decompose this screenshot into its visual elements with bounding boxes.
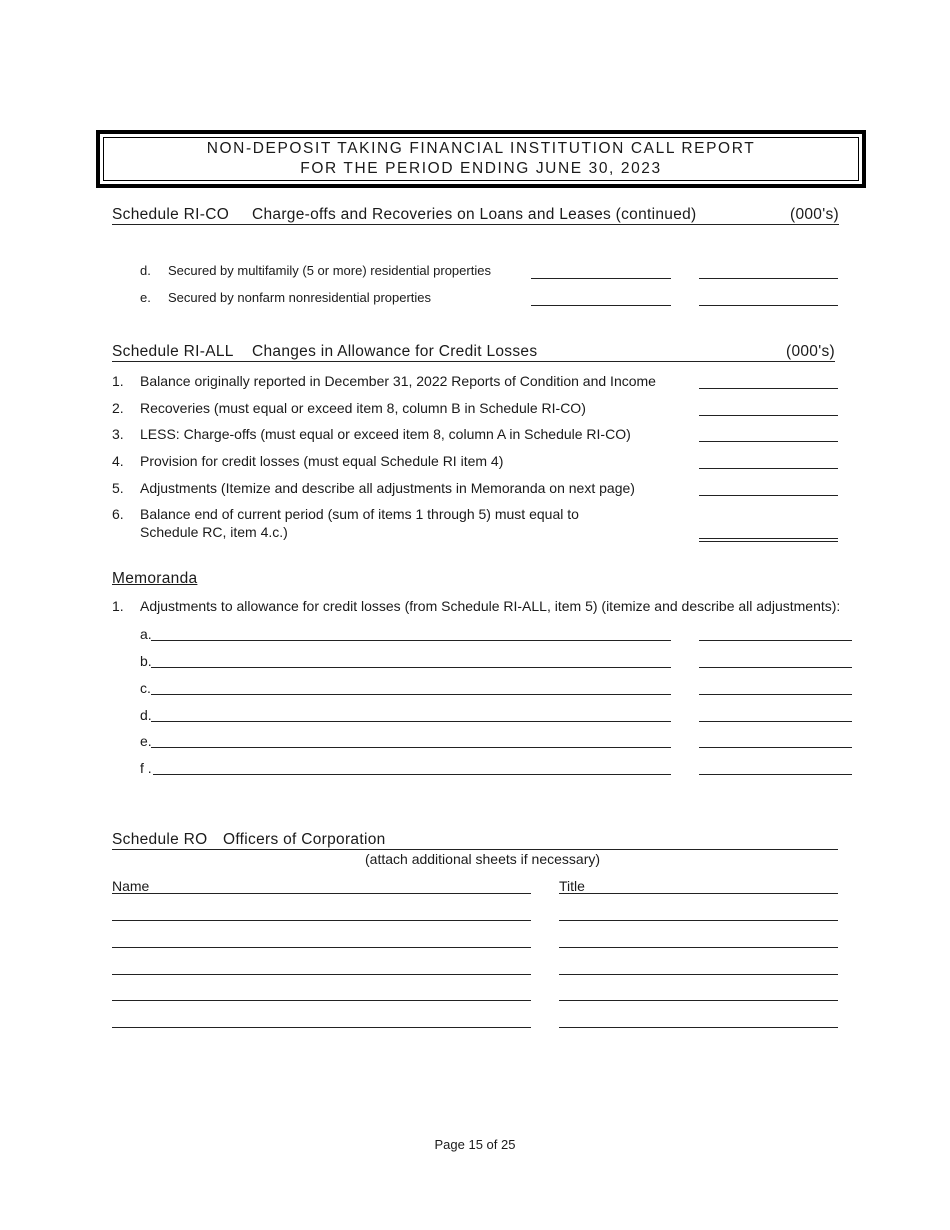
schedule-ro-title: Officers of Corporation: [223, 831, 386, 848]
schedule-rico-title: Charge-offs and Recoveries on Loans and Leases (continued): [252, 206, 697, 223]
schedule-ro-note: (attach additional sheets if necessary): [365, 851, 601, 867]
memoranda-c-description-field[interactable]: [151, 694, 671, 695]
schedule-rico-units: (000's): [790, 206, 839, 223]
officer-name-field-2[interactable]: [112, 920, 531, 921]
riall-item-4-num: 4.: [112, 453, 124, 469]
riall-item-1-label: Balance originally reported in December 31, 2022 Reports of Condition and Income: [140, 373, 656, 389]
memoranda-letter-e: e.: [140, 733, 152, 749]
memoranda-c-amount-field[interactable]: [699, 694, 852, 695]
report-title-line1: NON-DEPOSIT TAKING FINANCIAL INSTITUTION CALL REPORT: [206, 140, 756, 157]
memoranda-item-1-num: 1.: [112, 598, 124, 614]
schedule-rico-code: Schedule RI-CO: [112, 206, 230, 223]
riall-item-6-label-cont: Schedule RC, item 4.c.): [140, 524, 288, 540]
riall-item-1-num: 1.: [112, 373, 124, 389]
memoranda-letter-b: b.: [140, 653, 152, 669]
riall-item-5-field[interactable]: [699, 495, 838, 496]
riall-item-3-num: 3.: [112, 426, 124, 442]
rico-item-d-letter: d.: [140, 263, 151, 278]
memoranda-letter-d: d.: [140, 707, 152, 723]
riall-item-3-label: LESS: Charge-offs (must equal or exceed item 8, column A in Schedule RI-CO): [140, 426, 631, 442]
memoranda-b-description-field[interactable]: [151, 667, 671, 668]
officer-name-field-5[interactable]: [112, 1000, 531, 1001]
riall-item-2-label: Recoveries (must equal or exceed item 8, column B in Schedule RI-CO): [140, 400, 586, 416]
rico-item-e-field-b[interactable]: [699, 305, 838, 306]
schedule-rico-underline: [112, 224, 839, 225]
memoranda-b-amount-field[interactable]: [699, 667, 852, 668]
memoranda-letter-a: a.: [140, 626, 152, 642]
memoranda-f-amount-field[interactable]: [699, 774, 852, 775]
officer-name-field-1[interactable]: [112, 893, 531, 894]
riall-item-4-field[interactable]: [699, 468, 838, 469]
memoranda-f-description-field[interactable]: [153, 774, 671, 775]
officer-title-field-4[interactable]: [559, 974, 838, 975]
memoranda-d-amount-field[interactable]: [699, 721, 852, 722]
riall-item-6-field[interactable]: [699, 538, 838, 542]
page-number: Page 15 of 25: [434, 1137, 516, 1152]
riall-item-1-field[interactable]: [699, 388, 838, 389]
memoranda-a-description-field[interactable]: [151, 640, 671, 641]
riall-item-6-num: 6.: [112, 506, 124, 522]
riall-item-4-label: Provision for credit losses (must equal Schedule RI item 4): [140, 453, 504, 469]
rico-item-d-field-b[interactable]: [699, 278, 838, 279]
memoranda-letter-f: f .: [140, 760, 152, 776]
report-title-box: [96, 130, 866, 188]
riall-item-5-num: 5.: [112, 480, 124, 496]
memoranda-e-description-field[interactable]: [151, 747, 671, 748]
schedule-ro-underline: [112, 849, 838, 850]
schedule-ro-code: Schedule RO: [112, 831, 208, 848]
rico-item-d-label: Secured by multifamily (5 or more) residential properties: [168, 263, 491, 278]
report-title-line2: FOR THE PERIOD ENDING JUNE 30, 2023: [300, 160, 662, 177]
memoranda-letter-c: c.: [140, 680, 151, 696]
riall-item-2-num: 2.: [112, 400, 124, 416]
memoranda-a-amount-field[interactable]: [699, 640, 852, 641]
officer-title-field-3[interactable]: [559, 947, 838, 948]
riall-item-5-label: Adjustments (Itemize and describe all adjustments in Memoranda on next page): [140, 480, 635, 496]
riall-item-3-field[interactable]: [699, 441, 838, 442]
rico-item-e-field-a[interactable]: [531, 305, 671, 306]
officer-title-field-5[interactable]: [559, 1000, 838, 1001]
schedule-riall-code: Schedule RI-ALL: [112, 343, 234, 360]
schedule-riall-title: Changes in Allowance for Credit Losses: [252, 343, 538, 360]
riall-item-6-label: Balance end of current period (sum of items 1 through 5) must equal to: [140, 506, 579, 522]
rico-item-d-field-a[interactable]: [531, 278, 671, 279]
memoranda-heading: Memoranda: [112, 570, 198, 587]
rico-item-e-letter: e.: [140, 290, 151, 305]
officer-title-field-1[interactable]: [559, 893, 838, 894]
officer-title-field-2[interactable]: [559, 920, 838, 921]
memoranda-item-1-label: Adjustments to allowance for credit losses (from Schedule RI-ALL, item 5) (itemize and describe all adjustments):: [140, 598, 841, 614]
rico-item-e-label: Secured by nonfarm nonresidential properties: [168, 290, 432, 305]
report-title-inner: [103, 137, 859, 181]
schedule-riall-units: (000's): [786, 343, 835, 360]
schedule-riall-underline: [112, 361, 835, 362]
officer-name-field-6[interactable]: [112, 1027, 531, 1028]
officer-name-field-4[interactable]: [112, 974, 531, 975]
officer-name-field-3[interactable]: [112, 947, 531, 948]
memoranda-e-amount-field[interactable]: [699, 747, 852, 748]
officer-name-label: Name: [112, 878, 150, 894]
officer-title-field-6[interactable]: [559, 1027, 838, 1028]
riall-item-2-field[interactable]: [699, 415, 838, 416]
memoranda-d-description-field[interactable]: [151, 721, 671, 722]
officer-title-label: Title: [559, 878, 585, 894]
